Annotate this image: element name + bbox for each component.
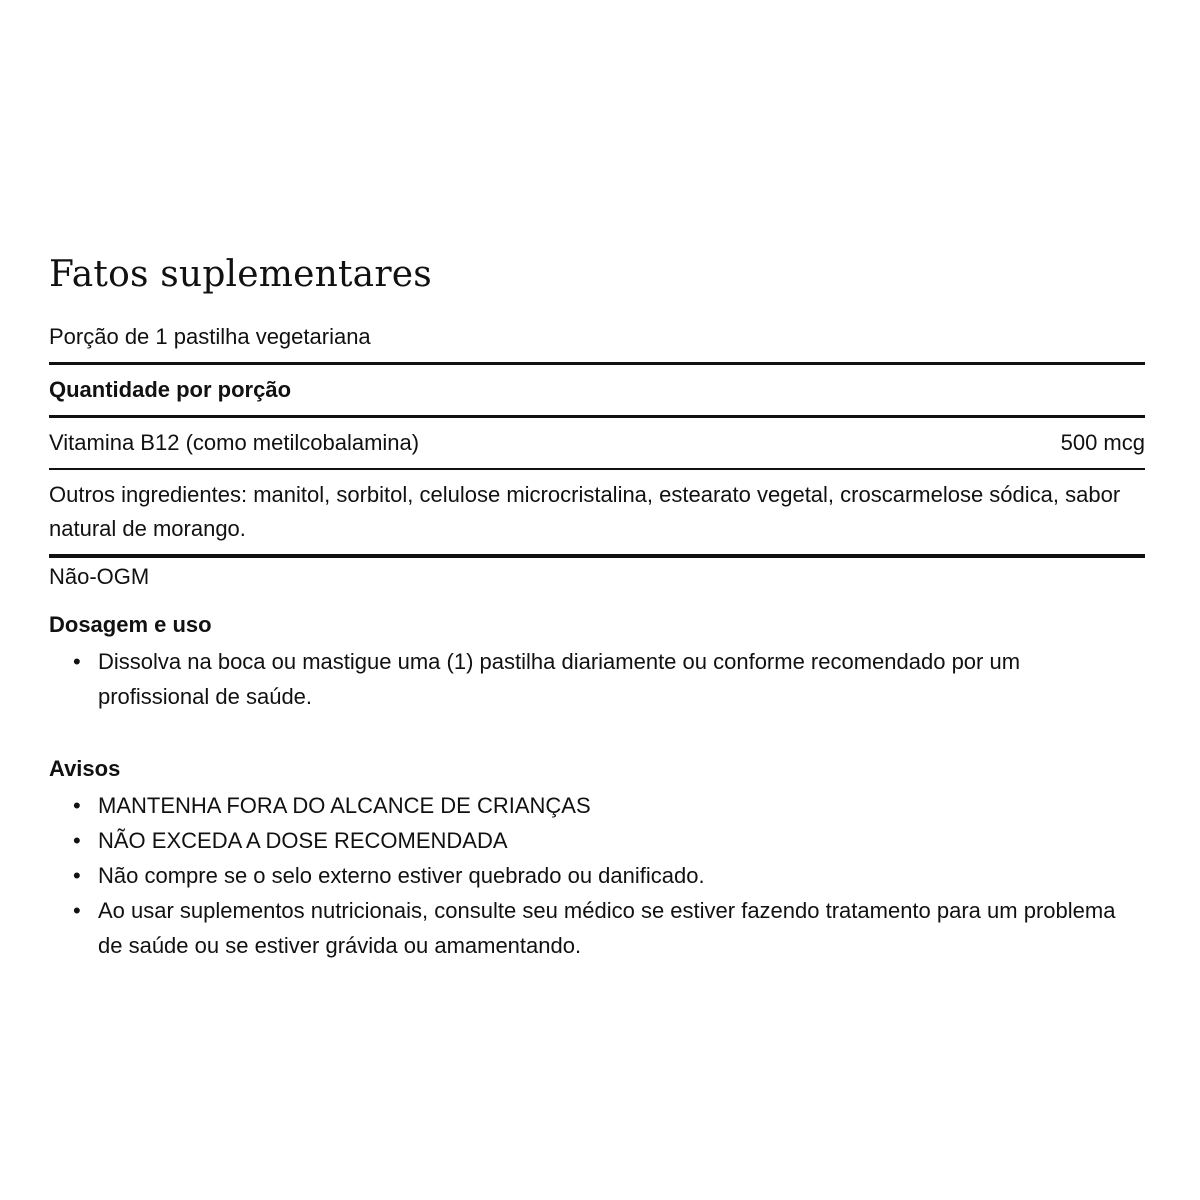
bullet-icon: • <box>73 793 81 818</box>
list-item <box>49 823 1145 858</box>
dosage-heading: Dosagem e uso <box>49 612 212 637</box>
amount-per-serving-header: Quantidade por porção <box>49 365 1145 418</box>
serving-size: Porção de 1 pastilha vegetariana <box>49 320 1145 365</box>
bullet-icon: • <box>73 898 81 923</box>
bullet-icon: • <box>73 863 81 888</box>
list-item <box>49 858 1145 893</box>
warning-item-text: MANTENHA FORA DO ALCANCE DE CRIANÇAS <box>98 793 591 818</box>
dosage-list <box>49 644 1145 714</box>
list-item <box>49 644 1145 714</box>
warning-item-text: Não compre se o selo externo estiver quebrado ou danificado. <box>98 863 705 888</box>
warning-item-text: Ao usar suplementos nutricionais, consulte seu médico se estiver fazendo tratamento para um problema de saúde ou se estiver grávida ou amamentando. <box>98 898 1116 958</box>
dosage-item-text: Dissolva na boca ou mastigue uma (1) pastilha diariamente ou conforme recomendado por um profissional de saúde. <box>98 649 1021 709</box>
list-item <box>49 788 1145 823</box>
warning-item-text: NÃO EXCEDA A DOSE RECOMENDADA <box>98 828 508 853</box>
non-gmo-label: Não-OGM <box>49 564 150 589</box>
bullet-icon: • <box>73 649 81 674</box>
warnings-heading: Avisos <box>49 756 121 781</box>
nutrient-row <box>49 418 1145 470</box>
nutrient-amount: 500 mcg <box>1060 430 1145 455</box>
warnings-list <box>49 788 1145 963</box>
bullet-icon: • <box>73 828 81 853</box>
nutrient-name: Vitamina B12 (como metilcobalamina) <box>49 430 420 455</box>
other-ingredients: Outros ingredientes: manitol, sorbitol, celulose microcristalina, estearato vegetal, croscarmelose sódica, sabor natural de morango. <box>49 470 1145 558</box>
page-title: Fatos suplementares <box>49 254 432 295</box>
list-item <box>49 893 1145 963</box>
supplement-facts-panel <box>49 252 1145 963</box>
